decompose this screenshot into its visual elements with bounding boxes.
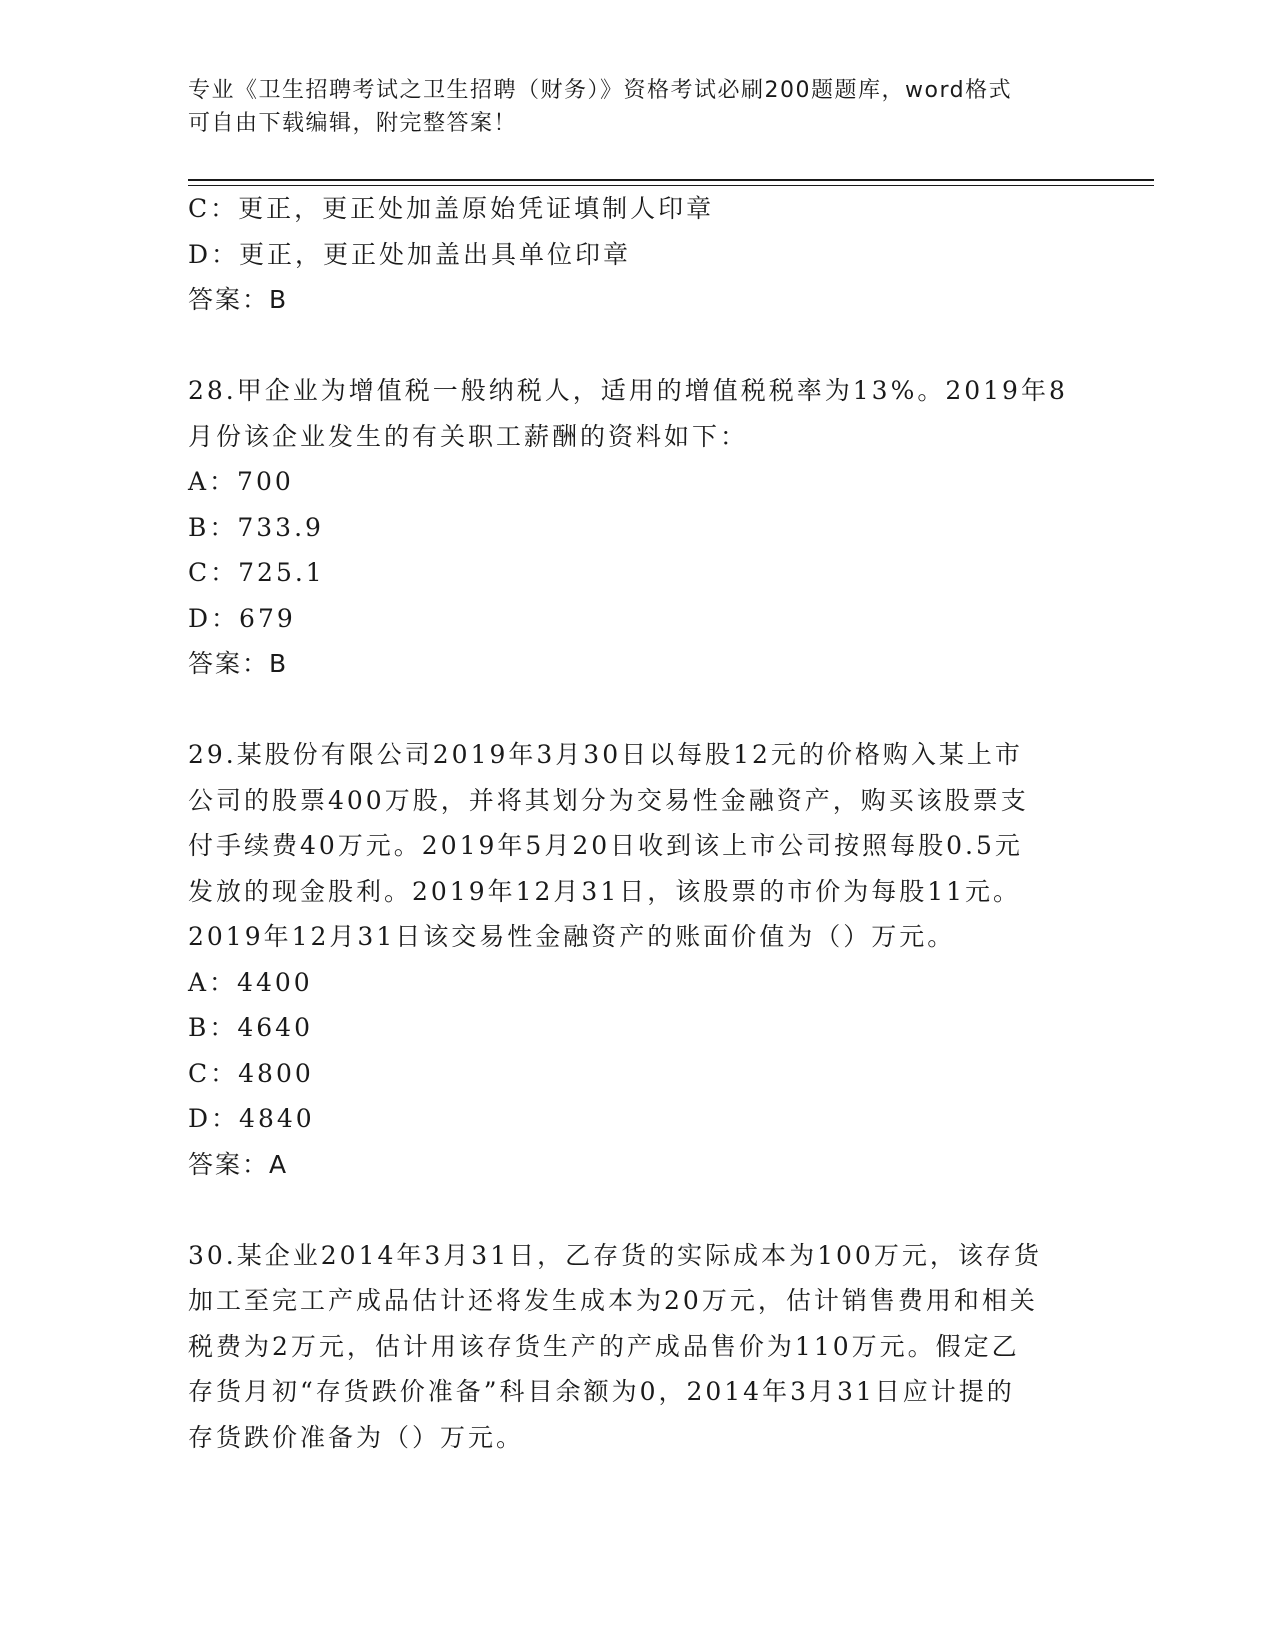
question-list — [188, 186, 1068, 1460]
question-stem-line: 29.某股份有限公司2019年3月30日以每股12元的价格购入某上市 — [188, 740, 1023, 769]
question-stem-line: 税费为2万元，估计用该存货生产的产成品售价为110万元。假定乙 — [188, 1331, 1020, 1361]
option-d: D：679 — [188, 603, 296, 633]
question-stem-line: 28.甲企业为增值税一般纳税人，适用的增值税税率为13%。2019年8 — [188, 376, 1068, 405]
option-c: C：4800 — [188, 1058, 314, 1088]
option-b: B：4640 — [188, 1013, 313, 1042]
option-d: D：4840 — [188, 1104, 315, 1133]
question-30 — [188, 1233, 1068, 1461]
question-stem-line: 加工至完工产成品估计还将发生成本为20万元，估计销售费用和相关 — [188, 1286, 1038, 1315]
question-stem-line: 2019年12月31日该交易性金融资产的账面价值为（）万元。 — [188, 922, 956, 951]
option-a: A：700 — [188, 467, 294, 496]
question-stem-line: 付手续费40万元。2019年5月20日收到该上市公司按照每股0.5元 — [188, 831, 1023, 860]
question-28 — [188, 368, 1068, 687]
spacer — [188, 1187, 1068, 1233]
spacer — [188, 323, 1068, 369]
header-line-2: 可自由下载编辑，附完整答案！ — [188, 111, 518, 136]
option-b: B：733.9 — [188, 512, 324, 542]
question-stem-line: 公司的股票400万股，并将其划分为交易性金融资产，购买该股票支 — [188, 785, 1029, 815]
spacer — [188, 687, 1068, 733]
question-27-tail — [188, 186, 1068, 323]
answer-line: 答案：B — [188, 285, 289, 314]
answer-line: 答案：B — [188, 649, 289, 678]
page-header — [188, 74, 1068, 140]
question-stem-line: 发放的现金股利。2019年12月31日，该股票的市价为每股11元。 — [188, 876, 1022, 906]
question-stem-line: 存货月初“存货跌价准备”科目余额为0，2014年3月31日应计提的 — [188, 1377, 1015, 1406]
option-c: C：更正，更正处加盖原始凭证填制人印章 — [188, 194, 715, 223]
header-line-1: 专业《卫生招聘考试之卫生招聘（财务）》资格考试必刷200题题库，word格式 — [188, 78, 1013, 103]
answer-line: 答案：A — [188, 1149, 289, 1179]
option-a: A：4400 — [188, 967, 313, 997]
question-stem-line: 存货跌价准备为（）万元。 — [188, 1422, 525, 1452]
option-d: D：更正，更正处加盖出具单位印章 — [188, 239, 632, 269]
question-stem-line: 30.某企业2014年3月31日，乙存货的实际成本为100万元，该存货 — [188, 1240, 1042, 1270]
question-29 — [188, 732, 1068, 1187]
question-stem-line: 月份该企业发生的有关职工薪酬的资料如下： — [188, 421, 749, 451]
header-divider-thick — [188, 179, 1154, 181]
option-c: C：725.1 — [188, 558, 325, 587]
